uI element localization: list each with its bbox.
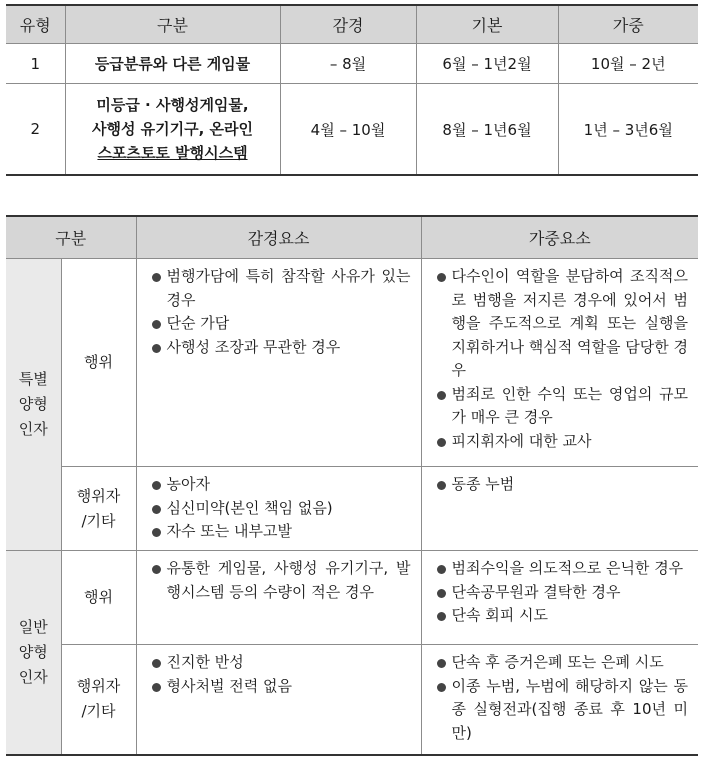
sentencing-range-table [6, 4, 698, 176]
mitigating-list [137, 259, 421, 363]
subtype-line: /기타 [81, 702, 116, 721]
subtype-line: /기타 [81, 511, 116, 530]
group-label-line: 일반 [18, 617, 48, 636]
table-row [6, 84, 698, 176]
aggravating-cell [421, 551, 698, 645]
table-row [6, 44, 698, 84]
mitigating-cell [136, 551, 421, 645]
group-label-line: 특별 [18, 370, 48, 388]
list-item: 진지한 반성 [151, 651, 411, 675]
aggravated-range-cell: 10월 – 2년 [558, 44, 698, 84]
subtype-line: 행위자 [76, 677, 121, 696]
list-item: 농아자 [151, 473, 411, 497]
list-item: 심신미약(본인 책임 없음) [151, 497, 411, 521]
list-item: 단속 회피 시도 [436, 604, 689, 628]
list-item: 단속공무원과 결탁한 경우 [436, 581, 689, 605]
category-cell [65, 84, 280, 176]
group-label-line: 양형 [18, 642, 48, 661]
list-item: 단순 가담 [151, 312, 411, 336]
mitigating-list [137, 551, 421, 608]
mitigating-list [137, 467, 421, 548]
aggravated-range-cell: 1년 – 3년6월 [558, 84, 698, 176]
group-label-line: 인자 [18, 420, 48, 438]
factor-subtype-cell [61, 551, 136, 645]
type-cell: 2 [6, 84, 65, 176]
mitigated-range-cell: 4월 – 10월 [280, 84, 416, 176]
mitigating-list [137, 645, 421, 702]
aggravating-cell [421, 645, 698, 755]
header-basic: 기본 [416, 5, 558, 44]
type-cell: 1 [6, 44, 65, 84]
table-header-row [6, 216, 698, 259]
list-item: 유통한 게임물, 사행성 유기기구, 발행시스템 등의 수량이 적은 경우 [151, 557, 411, 604]
subtype-line: 행위 [84, 353, 113, 371]
header-mitigating-factors: 감경요소 [136, 216, 421, 259]
aggravating-list [422, 259, 699, 457]
list-item: 이종 누범, 누범에 해당하지 않는 동종 실형전과(집행 종료 후 10년 미만) [436, 675, 689, 746]
table-row [6, 467, 698, 551]
factor-subtype-cell [61, 259, 136, 467]
list-item: 범죄수익을 의도적으로 은닉한 경우 [436, 557, 689, 581]
sentencing-factors-table [6, 215, 698, 756]
list-item: 형사처벌 전력 없음 [151, 675, 411, 699]
subtype-line: 행위 [84, 588, 113, 606]
list-item: 범죄로 인한 수익 또는 영업의 규모가 매우 큰 경우 [436, 383, 689, 430]
mitigated-range-cell: – 8월 [280, 44, 416, 84]
aggravating-cell [421, 259, 698, 467]
aggravating-list [422, 467, 699, 501]
subtype-line: 행위자 [76, 486, 121, 505]
basic-range-cell: 6월 – 1년2월 [416, 44, 558, 84]
factor-subtype-cell [61, 645, 136, 755]
basic-range-cell: 8월 – 1년6월 [416, 84, 558, 176]
header-category: 구분 [65, 5, 280, 44]
table-row [6, 645, 698, 755]
list-item: 단속 후 증거은폐 또는 은폐 시도 [436, 651, 689, 675]
aggravating-list [422, 645, 699, 749]
factor-subtype-cell [61, 467, 136, 551]
list-item: 사행성 조장과 무관한 경우 [151, 336, 411, 360]
list-item: 피지휘자에 대한 교사 [436, 430, 689, 454]
mitigating-cell [136, 259, 421, 467]
header-category: 구분 [6, 216, 136, 259]
header-aggravating-factors: 가중요소 [421, 216, 698, 259]
category-line: 스포츠토토 발행시스템 [97, 144, 248, 162]
category-line: 등급분류와 다른 게임물 [94, 54, 251, 73]
header-type: 유형 [6, 5, 65, 44]
group-label-line: 인자 [18, 667, 48, 686]
factor-group-cell [6, 259, 61, 551]
table-row [6, 551, 698, 645]
aggravating-list [422, 551, 699, 632]
list-item: 자수 또는 내부고발 [151, 520, 411, 544]
group-label-line: 양형 [18, 395, 48, 413]
category-line: 사행성 유기기구, 온라인 [91, 120, 254, 138]
table-header-row [6, 5, 698, 44]
category-line: 미등급 · 사행성게임물, [96, 96, 249, 114]
factor-group-cell [6, 551, 61, 755]
list-item: 다수인이 역할을 분담하여 조직적으로 범행을 저지른 경우에 있어서 범행을 주도적으로 계획 또는 실행을 지휘하거나 핵심적 역할을 담당한 경우 [436, 265, 689, 383]
list-item: 범행가담에 특히 참작할 사유가 있는 경우 [151, 265, 411, 312]
category-cell [65, 44, 280, 84]
table-row [6, 259, 698, 467]
mitigating-cell [136, 645, 421, 755]
mitigating-cell [136, 467, 421, 551]
list-item: 동종 누범 [436, 473, 689, 497]
header-mitigated: 감경 [280, 5, 416, 44]
aggravating-cell [421, 467, 698, 551]
header-aggravated: 가중 [558, 5, 698, 44]
